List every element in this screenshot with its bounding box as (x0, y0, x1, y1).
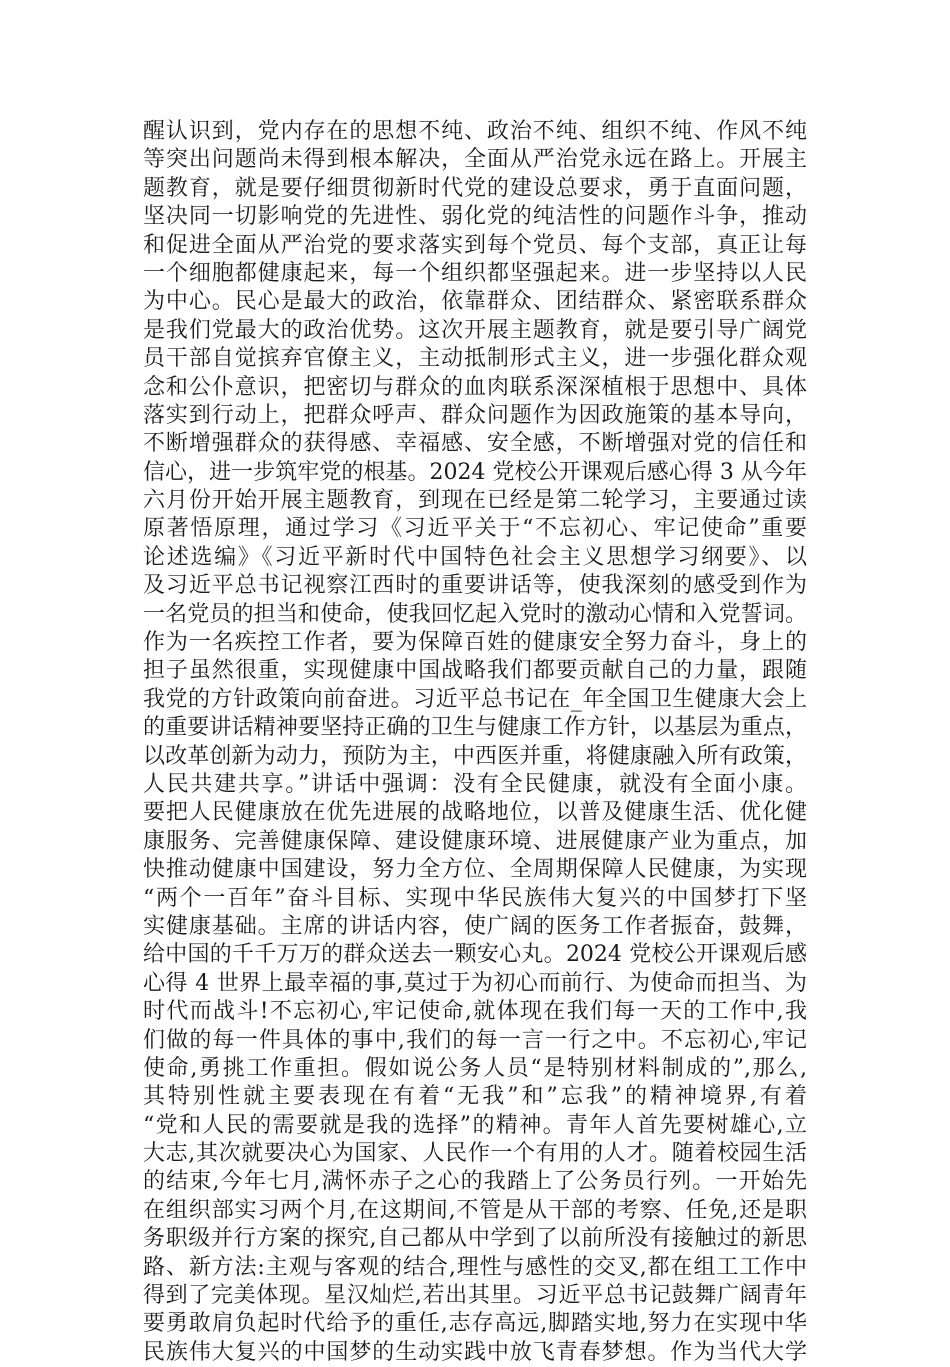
text-line: 是我们党最大的政治优势。这次开展主题教育，就是要引导广阔党 (143, 317, 807, 343)
text-line: 为中心。民心是最大的政治，依靠群众、团结群众、紧密联系群众 (143, 289, 807, 315)
text-line: 六月份开始开展主题教育，到现在已经是第二轮学习，主要通过读 (143, 488, 807, 514)
body-text (143, 118, 807, 1367)
text-line: 要勇敢肩负起时代给予的重任,志存高远,脚踏实地,努力在实现中华 (143, 1311, 807, 1337)
text-line: 以改革创新为动力，预防为主，中西医并重，将健康融入所有政策， (143, 743, 807, 769)
text-line: 作为一名疾控工作者，要为保障百姓的健康安全努力奋斗，身上的 (143, 630, 807, 656)
text-line: 人民共建共享。”讲话中强调：没有全民健康，就没有全面小康。 (143, 771, 807, 797)
text-line: “党和人民的需要就是我的选择”的精神。青年人首先要树雄心,立 (143, 1112, 807, 1138)
text-line: 和促进全面从严治党的要求落实到每个党员、每个支部，真正让每 (143, 232, 807, 258)
text-line: 实健康基础。主席的讲话内容，使广阔的医务工作者振奋，鼓舞， (143, 913, 807, 939)
text-line: 快推动健康中国建设，努力全方位、全周期保障人民健康，为实现 (143, 857, 807, 883)
text-line: 康服务、完善健康保障、建设健康环境、进展健康产业为重点，加 (143, 828, 807, 854)
text-line: 得到了完美体现。星汉灿烂,若出其里。习近平总书记鼓舞广阔青年 (143, 1283, 807, 1309)
text-line: 务职级并行方案的探究,自己都从中学到了以前所没有接触过的新思 (143, 1226, 807, 1252)
text-line: 一名党员的担当和使命，使我回忆起入党时的激动心情和入党誓词。 (143, 601, 807, 627)
text-line: 的重要讲话精神要坚持正确的卫生与健康工作方针，以基层为重点， (143, 715, 807, 741)
text-line: 路、新方法:主观与客观的结合,理性与感性的交叉,都在组工工作中 (143, 1254, 807, 1280)
text-line: 不断增强群众的获得感、幸福感、安全感，不断增强对党的信任和 (143, 431, 807, 457)
text-line: 民族伟大复兴的中国梦的生动实践中放飞青春梦想。作为当代大学 (143, 1339, 807, 1365)
text-line: 的结束,今年七月,满怀赤子之心的我踏上了公务员行列。一开始先 (143, 1169, 807, 1195)
text-line: 落实到行动上，把群众呼声、群众问题作为因政施策的基本导向， (143, 402, 807, 428)
text-line: 题教育，就是要仔细贯彻新时代党的建设总要求，勇于直面问题， (143, 175, 807, 201)
text-line: 大志,其次就要决心为国家、人民作一个有用的人才。随着校园生活 (143, 1141, 807, 1167)
text-line: 给中国的千千万万的群众送去一颗安心丸。2024 党校公开课观后感 (143, 942, 807, 968)
text-line: 醒认识到，党内存在的思想不纯、政治不纯、组织不纯、作风不纯 (143, 119, 807, 144)
text-line: 使命,勇挑工作重担。假如说公务人员“是特别材料制成的”,那么, (143, 1055, 807, 1081)
text-line: 坚决同一切影响党的先进性、弱化党的纯洁性的问题作斗争，推动 (143, 204, 807, 230)
text-line: 要把人民健康放在优先进展的战略地位，以普及健康生活、优化健 (143, 800, 807, 826)
text-line: 们做的每一件具体的事中,我们的每一言一行之中。不忘初心,牢记 (143, 1027, 807, 1053)
text-line: 时代而战斗!不忘初心,牢记使命,就体现在我们每一天的工作中,我 (143, 999, 807, 1025)
text-line: 念和公仆意识，把密切与群众的血肉联系深深植根于思想中、具体 (143, 374, 807, 400)
text-line: 信心，进一步筑牢党的根基。2024 党校公开课观后感心得 3 从今年 (143, 459, 807, 485)
text-line: 在组织部实习两个月,在这期间,不管是从干部的考察、任免,还是职 (143, 1197, 807, 1223)
text-line: 员干部自觉摈弃官僚主义，主动抵制形式主义，进一步强化群众观 (143, 346, 807, 372)
text-line: 担子虽然很重，实现健康中国战略我们都要贡献自己的力量，跟随 (143, 658, 807, 684)
text-line: 等突出问题尚未得到根本解决，全面从严治党永远在路上。开展主 (143, 147, 807, 173)
text-line: 论述选编》《习近平新时代中国特色社会主义思想学习纲要》、以 (143, 544, 807, 570)
text-line: 其特别性就主要表现在有着“无我”和”忘我”的精神境界,有着 (143, 1084, 807, 1110)
text-line: 一个细胞都健康起来，每一个组织都坚强起来。进一步坚持以人民 (143, 260, 807, 286)
text-line: 我党的方针政策向前奋进。习近平总书记在_年全国卫生健康大会上 (143, 686, 807, 712)
text-line: 及习近平总书记视察江西时的重要讲话等，使我深刻的感受到作为 (143, 573, 807, 599)
text-line: 原著悟原理，通过学习《习近平关于“不忘初心、牢记使命”重要 (143, 516, 807, 542)
text-line: “两个一百年”奋斗目标、实现中华民族伟大复兴的中国梦打下坚 (143, 885, 807, 911)
text-line: 心得 4 世界上最幸福的事,莫过于为初心而前行、为使命而担当、为 (143, 970, 807, 996)
